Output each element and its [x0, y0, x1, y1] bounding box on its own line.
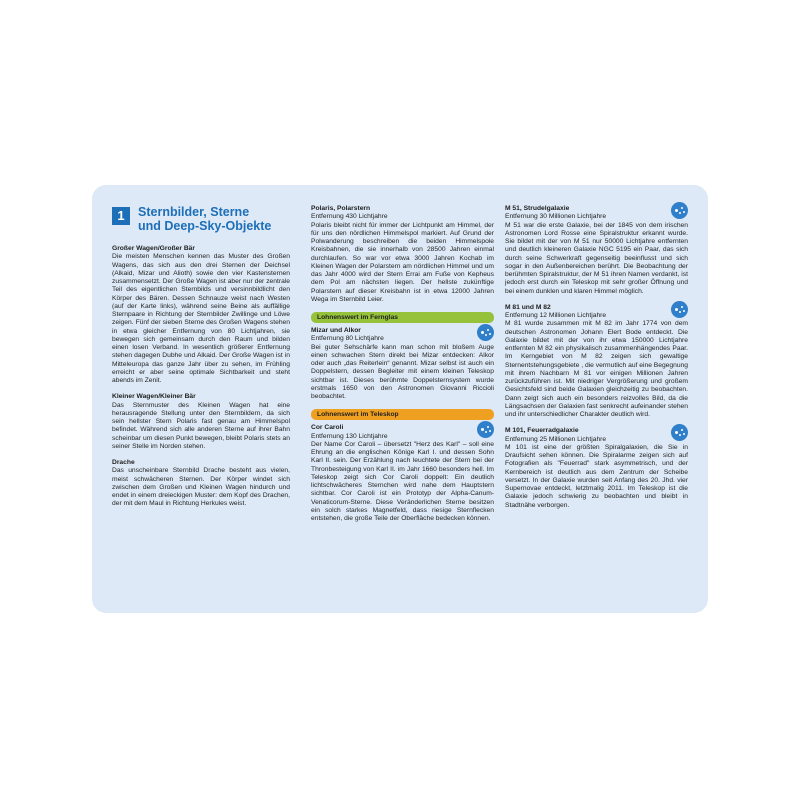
section-title: Drache: [112, 459, 135, 466]
galaxy-icon: [671, 301, 688, 318]
entry-m101: [505, 427, 688, 510]
section-drache: [112, 459, 290, 509]
chapter-heading: [112, 205, 290, 233]
entry-header: [505, 304, 688, 321]
section-grosser-wagen: [112, 245, 290, 385]
entry-title: Mizar und Alkor: [311, 327, 361, 334]
entry-mizar-alkor: [311, 327, 494, 401]
chapter-title: [138, 205, 271, 233]
entry-title: Cor Caroli: [311, 424, 344, 432]
entry-text: Polaris bleibt nicht für immer der Lichtpunkt am Himmel, der für uns den nördlichen Himmelspol markiert. Auf Grund der Polwanderung beschreiben die beiden Himmelspole Kreisbahnen, die sie innerhalb von 28500 Jahren einmal durchlaufen. So war vor etwa 3000 Jahren Kochab im Kleinen Wagen der Polarstern am nördlichen Himmel und um das Jahr 4000 wird der Stern Errai am Fuße von Kepheus dem Pol am nächsten liegen. Der hellste zukünftige Polarstern auf dieser Kreisbahn ist in etwa 12000 Jahren Wega im Sternbild Leier.: [311, 221, 494, 303]
column-left: [112, 205, 290, 517]
entry-distance: Entfernung 130 Lichtjahre: [311, 432, 388, 440]
section-kleiner-wagen: [112, 393, 290, 451]
entry-header: [311, 424, 494, 441]
section-title: Großer Wagen/Großer Bär: [112, 245, 195, 252]
entry-m51: [505, 205, 688, 296]
entry-title: M 101, Feuerradgalaxie: [505, 427, 579, 435]
section-title: Kleiner Wagen/Kleiner Bär: [112, 393, 196, 401]
entry-header: [311, 327, 494, 344]
entry-text: M 81 wurde zusammen mit M 82 im Jahr 1774 von dem deutschen Astronomen Johann Elert Bode entdeckt. Die Galaxie bildet mit der von ihr etwa 150000 Lichtjahre entfernten M 82 ein physikalisch zusammenhängendes Paar. Im Kerngebiet von M 82 zeigen sich gewaltige Sternentstehungsgebiete , die vermutlich auf eine Begegnung mit ihrem Nachbarn M 81 vor einigen Millionen Jahren zurückzuführen ist. Mit niedriger Vergrößerung und großem Gesichtsfeld sind beide Galaxien gleichzeitig zu beobachten. Dann zeigt sich auch ein besonders reizvolles Bild, da die Längsachsen der Galaxien fast senkrecht aufeinander stehen und ihr unterschiedlicher Charakter deutlich wird.: [505, 320, 688, 418]
section-text: Die meisten Menschen kennen das Muster des Großen Wagens, das sich aus den drei Sternen der Deichsel (Alkaid, Mizar und Alioth) sowie den vier Kastensternen zusammensetzt. Der Große Wagen ist aber nur der zentrale Teil des eigentlichen Sternbilds und versinnbildlicht den Körper des Bären. Dessen Schnauze weist nach Westen (auf der Karte links), während seine Beine als auffällige Sternpaare in Richtung der Sternbilder Zwillinge und Löwe zeigen. Fünf der sieben Sterne des Großen Wagens stehen in etwa gleicher Entfernung von 80 Lichtjahren, sie bewegen sich gemeinsam durch den Raum und bilden einen losen Verband. In wesentlich größerer Entfernung stehen dagegen Dubhe und Alkaid. Der Große Wagen ist in Mitteleuropa das ganze Jahr über zu sehen, im Frühling erreicht er aber seine optimale Sichtbarkeit und steht abends im Zenit.: [112, 253, 290, 384]
entry-distance: Entfernung 30 Millionen Lichtjahre: [505, 213, 607, 221]
label-bar-fernglas: Lohnenswert im Fernglas: [311, 312, 494, 323]
entry-title: M 51, Strudelgalaxie: [505, 205, 570, 212]
chapter-title-line-2: und Deep-Sky-Objekte: [138, 219, 272, 233]
entry-text: M 51 war die erste Galaxie, bei der 1845 von dem irischen Astronomen Lord Rosse eine Spiralstruktur erkannt wurde. Sie bildet mit der von M 51 nur 50000 Lichtjahre entfernten und deutlich kleineren Galaxie NGC 5195 ein Paar, das sich durch seine Schwerkraft gegenseitig beeinflusst und sich sogar in den Außenbereichen berührt. Die Beobachtung der berühmten Spiralstruktur, der M 51 ihren Namen verdankt, ist jedoch erst durch ein Teleskop mit sehr großer Öffnung und bei einem dunklen und klaren Himmel möglich.: [505, 221, 688, 295]
entry-polaris: [311, 205, 494, 304]
entry-text: Bei guter Sehschärfe kann man schon mit bloßem Auge einen schwachen Stern direkt bei Mizar entdecken: Alkor oder auch „das Reiterlein“ genannt. Mizar selbst ist auch ein Doppelstern, dessen Begleiter mit einem kleinen Teleskop sichtbar ist. Dieses berühmte Doppelsternsystem wurde erstmals 1650 von den Astronomen Giovanni Riccioli beobachtet.: [311, 343, 494, 400]
chapter-title-line-1: Sternbilder, Sterne: [138, 205, 250, 219]
chapter-number-badge: 1: [112, 207, 130, 225]
column-right: [505, 205, 688, 518]
column-middle: [311, 205, 494, 531]
info-card: [92, 185, 708, 613]
entry-distance: Entfernung 12 Millionen Lichtjahre: [505, 312, 607, 319]
entry-title: Polaris, Polarstern: [311, 205, 371, 212]
entry-cor-caroli: [311, 424, 494, 523]
entry-header: [505, 427, 688, 444]
galaxy-icon: [671, 202, 688, 219]
section-text: Das unscheinbare Sternbild Drache besteht aus vielen, meist schwächeren Sternen. Der Körper windet sich zwischen dem Großen und Kleinen Wagen hindurch und endet in einem dreieckigen Muster: dem Kopf des Drachen, der mit dem Maul in Richtung Herkules weist.: [112, 467, 290, 508]
entry-distance: Entfernung 25 Millionen Lichtjahre: [505, 435, 607, 443]
section-text: Das Sternmuster des Kleinen Wagen hat eine herausragende Stellung unter den Sternbildern, da sich sein hellster Stern Polaris fast genau am Himmelspol befindet. Während sich alle anderen Sterne auf ihrer Bahn scheinbar um diesen Punkt bewegen, bleibt Polaris stets an seiner Stelle im Norden stehen.: [112, 401, 290, 450]
entry-text: M 101 ist eine der größten Spiralgalaxien, die Sie in Draufsicht sehen können. Die Spiralarme zeigen sich auf Fotografien als "Feuerrad" stark asymmetrisch, und der Kernbereich ist deutlich aus dem Zentrum der Scheibe versetzt. In der Galaxie wurden seit Anfang des 20. Jhd. vier Supernovae entdeckt, letztmalig 2011. Im Teleskop ist die Galaxie jedoch schwierig zu beobachten und bleibt in Stadtnähe verborgen.: [505, 443, 688, 509]
entry-distance: Entfernung 80 Lichtjahre: [311, 335, 384, 343]
label-bar-teleskop: Lohnenswert im Teleskop: [311, 409, 494, 420]
entry-distance: Entfernung 430 Lichtjahre: [311, 213, 388, 221]
star-field-icon: [477, 324, 494, 341]
entry-header: [505, 205, 688, 222]
entry-m81-m82: [505, 304, 688, 420]
entry-title: M 81 und M 82: [505, 303, 551, 311]
entry-text: Der Name Cor Caroli – übersetzt "Herz des Karl" – soll eine Ehrung an die englischen Könige Karl I. und dessen Sohn Karl II. sein. Der Erzählung nach leuchtete der Stern bei der Thronbesteigung von Karl II. im Jahr 1660 besonders hell. Im Teleskop zeigt sich Cor Caroli doppelt: Ein deutlich lichtschwächeres Sternchen wird nahe dem Hauptstern sichtbar. Cor Caroli ist ein Prototyp der Alpha-Canum-Venaticorum-Sterne. Diese Veränderlichen Sterne besitzen ein solch starkes Magnetfeld, dass riesige Sternflecken entstehen, die große Teile der Oberfläche bedecken können.: [311, 440, 494, 522]
